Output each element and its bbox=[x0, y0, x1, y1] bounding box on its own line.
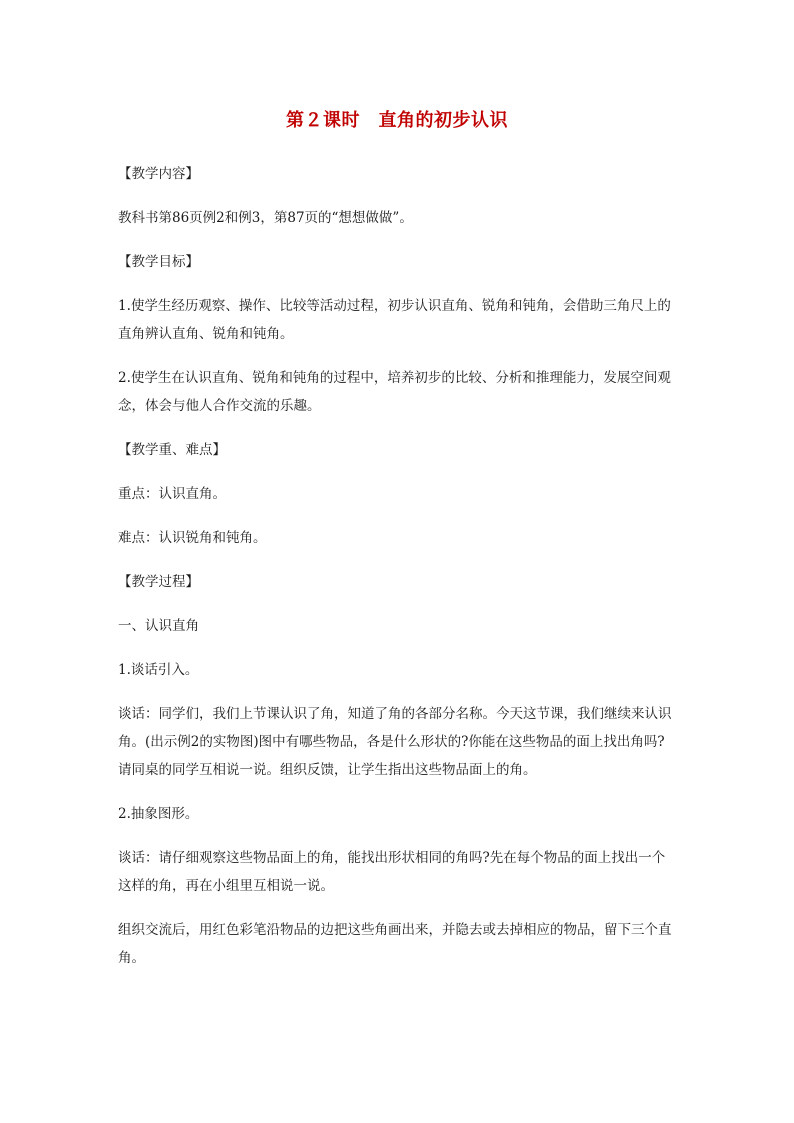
paragraph-exchange-activity: 组织交流后，用红色彩笔沿物品的边把这些角画出来，并隐去或去掉相应的物品，留下三个直角。 bbox=[118, 922, 672, 966]
paragraph-key-point: 重点：认识直角。 bbox=[118, 486, 226, 502]
section-heading-objectives: 【教学目标】 bbox=[118, 254, 199, 270]
step-heading-introduction: 1.谈话引入。 bbox=[118, 662, 199, 678]
page-title: 第２课时 直角的初步认识 bbox=[286, 110, 508, 131]
paragraph-objective-2: 2.使学生在认识直角、锐角和钝角的过程中，培养初步的比较、分析和推理能力，发展空间观念，体会与他人合作交流的乐趣。 bbox=[118, 370, 671, 414]
document-body bbox=[118, 160, 678, 988]
section-heading-content: 【教学内容】 bbox=[118, 166, 199, 182]
paragraph-objective-1: 1.使学生经历观察、操作、比较等活动过程，初步认识直角、锐角和钝角，会借助三角尺上的直角辨认直角、锐角和钝角。 bbox=[118, 298, 671, 342]
section-heading-key-points: 【教学重、难点】 bbox=[118, 442, 226, 458]
section-heading-process: 【教学过程】 bbox=[118, 574, 199, 590]
paragraph-textbook-reference: 教科书第86页例2和例3，第87页的“想想做做”。 bbox=[118, 210, 413, 226]
paragraph-difficult-point: 难点：认识锐角和钝角。 bbox=[118, 530, 267, 546]
paragraph-observation-talk: 谈话：请仔细观察这些物品面上的角，能找出形状相同的角吗?先在每个物品的面上找出一个这样的角，再在小组里互相说一说。 bbox=[118, 850, 666, 894]
subheading-recognize-right-angle: 一、认识直角 bbox=[118, 618, 199, 634]
step-heading-abstract-figures: 2.抽象图形。 bbox=[118, 806, 199, 822]
paragraph-introduction-talk: 谈话：同学们，我们上节课认识了角，知道了角的各部分名称。今天这节课，我们继续来认识角。(出示例2的实物图)图中有哪些物品，各是什么形状的?你能在这些物品的面上找出角吗?请同桌的同学互相说一说。组织反馈，让学生指出这些物品面上的角。 bbox=[118, 706, 672, 778]
